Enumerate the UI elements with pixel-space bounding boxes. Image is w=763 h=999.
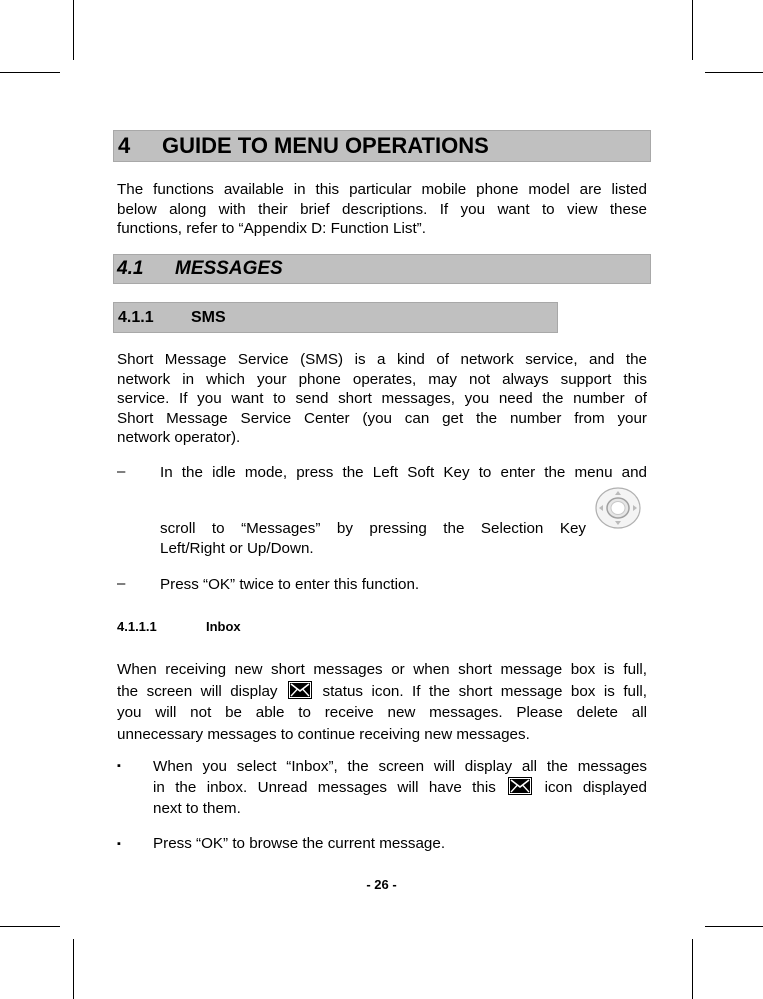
- text-line: Press “OK” to browse the current message.: [153, 835, 446, 852]
- chapter-heading: [113, 130, 651, 162]
- crop-mark: [73, 0, 74, 60]
- text-line: you will not be able to receive new messages. Please delete all: [117, 704, 647, 721]
- sms-paragraph: [117, 350, 647, 448]
- bullet-item-text: [153, 834, 647, 854]
- text-line: network operator).: [117, 429, 241, 446]
- text-line: When you select “Inbox”, the screen will display all the messages: [153, 758, 647, 775]
- crop-mark: [73, 939, 74, 999]
- subsection-heading: [113, 302, 558, 333]
- text-line: service. If you want to send short messages, you need the number of: [117, 390, 647, 407]
- dash-item-text: [160, 575, 647, 595]
- bullet-marker: ▪: [117, 838, 121, 850]
- bullet-marker: ▪: [117, 760, 121, 772]
- text-line: below along with their brief descriptions. If you want to view these: [117, 200, 647, 218]
- text-line: [153, 777, 647, 798]
- page-number: - 26 -: [366, 877, 397, 892]
- crop-mark: [692, 939, 693, 999]
- text-line: scroll to “Messages” by pressing the Selection Key: [160, 520, 586, 537]
- text-fragment: status icon. If the short message box is full,: [322, 682, 647, 700]
- crop-mark: [705, 72, 763, 73]
- chapter-number: 4: [118, 133, 131, 158]
- section-title: MESSAGES: [175, 258, 283, 279]
- dash-item-text: [160, 519, 586, 558]
- dash-marker: –: [117, 463, 126, 480]
- subsubsection-title: Inbox: [206, 619, 241, 634]
- crop-mark: [705, 926, 763, 927]
- subsection-title: SMS: [191, 309, 226, 326]
- intro-paragraph: [117, 180, 647, 239]
- envelope-icon: [288, 681, 312, 699]
- text-line: Short Message Service (SMS) is a kind of network service, and the: [117, 351, 647, 368]
- inbox-paragraph: [117, 659, 647, 745]
- section-number: 4.1: [117, 258, 144, 279]
- text-line: When receiving new short messages or when short message box is full,: [117, 661, 647, 678]
- crop-mark: [692, 0, 693, 60]
- text-line: Press “OK” twice to enter this function.: [160, 576, 420, 593]
- text-line: functions, refer to “Appendix D: Function List”.: [117, 220, 426, 237]
- subsection-number: 4.1.1: [118, 309, 154, 326]
- section-heading: [113, 254, 651, 284]
- chapter-title: GUIDE TO MENU OPERATIONS: [162, 133, 489, 158]
- dash-marker: –: [117, 575, 126, 592]
- text-line: unnecessary messages to continue receiving new messages.: [117, 725, 530, 743]
- text-fragment: in the inbox. Unread messages will have this: [153, 779, 496, 796]
- text-line: [117, 681, 647, 703]
- text-line: The functions available in this particular mobile phone model are listed: [117, 181, 647, 198]
- text-fragment: icon displayed: [544, 779, 648, 796]
- navigation-key-icon: [594, 486, 642, 530]
- text-line: network in which your phone operates, may not always support this: [117, 370, 647, 388]
- text-line: Short Message Service Center (you can get the number from your: [117, 409, 647, 427]
- envelope-icon: [508, 777, 532, 795]
- bullet-item-text: [153, 756, 647, 819]
- subsubsection-number: 4.1.1.1: [117, 619, 157, 634]
- crop-mark: [0, 926, 60, 927]
- subsubsection-heading: [117, 619, 241, 634]
- crop-mark: [0, 72, 60, 73]
- text-line: next to them.: [153, 800, 241, 817]
- text-line: Left/Right or Up/Down.: [160, 539, 314, 557]
- text-line: In the idle mode, press the Left Soft Key to enter the menu and: [160, 464, 647, 481]
- dash-item-text: [160, 463, 647, 483]
- text-fragment: the screen will display: [117, 682, 278, 700]
